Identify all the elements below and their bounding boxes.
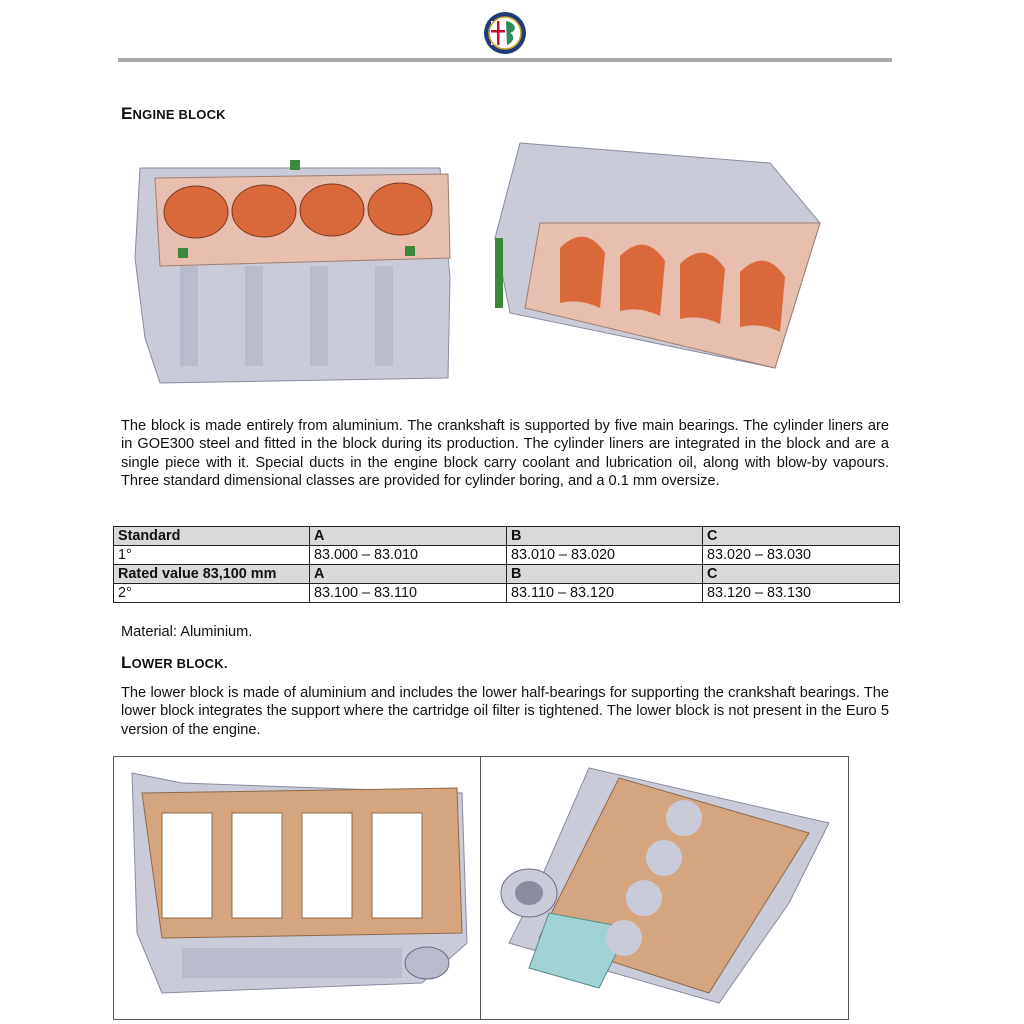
lower-block-bottom-figure (489, 763, 844, 1013)
alfa-romeo-badge-icon (483, 11, 527, 55)
table-cell: 83.010 – 83.020 (507, 546, 703, 565)
table-cell: 1° (114, 546, 310, 565)
table-cell: B (507, 527, 703, 546)
boring-classes-table (113, 526, 900, 603)
table-cell: B (507, 565, 703, 584)
table-cell: 83.120 – 83.130 (703, 584, 900, 603)
lower-block-top-figure (122, 763, 472, 1013)
table-cell: 83.110 – 83.120 (507, 584, 703, 603)
table-cell: 2° (114, 584, 310, 603)
table-row (114, 584, 900, 603)
header-rule (118, 58, 892, 62)
table-cell: Rated value 83,100 mm (114, 565, 310, 584)
table-cell: Standard (114, 527, 310, 546)
lower-block-paragraph: The lower block is made of aluminium and includes the lower half-bearings for supporting the crankshaft bearings. The lower block integrates the support where the cartridge oil filter is tightened. The lower block is not present in the Euro 5 version of the engine. (121, 685, 889, 738)
engine-block-heading: ENGINE BLOCK (121, 104, 226, 123)
table-cell: C (703, 527, 900, 546)
table-cell: 83.100 – 83.110 (310, 584, 507, 603)
table-row (114, 565, 900, 584)
table-cell: C (703, 565, 900, 584)
figure-divider (480, 757, 481, 1019)
table-cell: A (310, 565, 507, 584)
lower-block-figures (113, 756, 849, 1020)
table-cell: 83.000 – 83.010 (310, 546, 507, 565)
engine-block-top-figure (130, 148, 460, 393)
table-row (114, 527, 900, 546)
engine-block-bottom-figure (490, 138, 825, 378)
table-cell: A (310, 527, 507, 546)
material-note: Material: Aluminium. (121, 624, 253, 640)
table-cell: 83.020 – 83.030 (703, 546, 900, 565)
table-row (114, 546, 900, 565)
lower-block-heading: LOWER BLOCK. (121, 653, 228, 672)
engine-block-paragraph: The block is made entirely from aluminium. The crankshaft is supported by five main bearings. The cylinder liners are in GOE300 steel and fitted in the block during its production. The cylinder liners are integrated in the block and are a single piece with it. Special ducts in the engine block carry coolant and lubrication oil, along with blow-by vapours. Three standard dimensional classes are provided for cylinder boring, and a 0.1 mm oversize. (121, 418, 889, 489)
